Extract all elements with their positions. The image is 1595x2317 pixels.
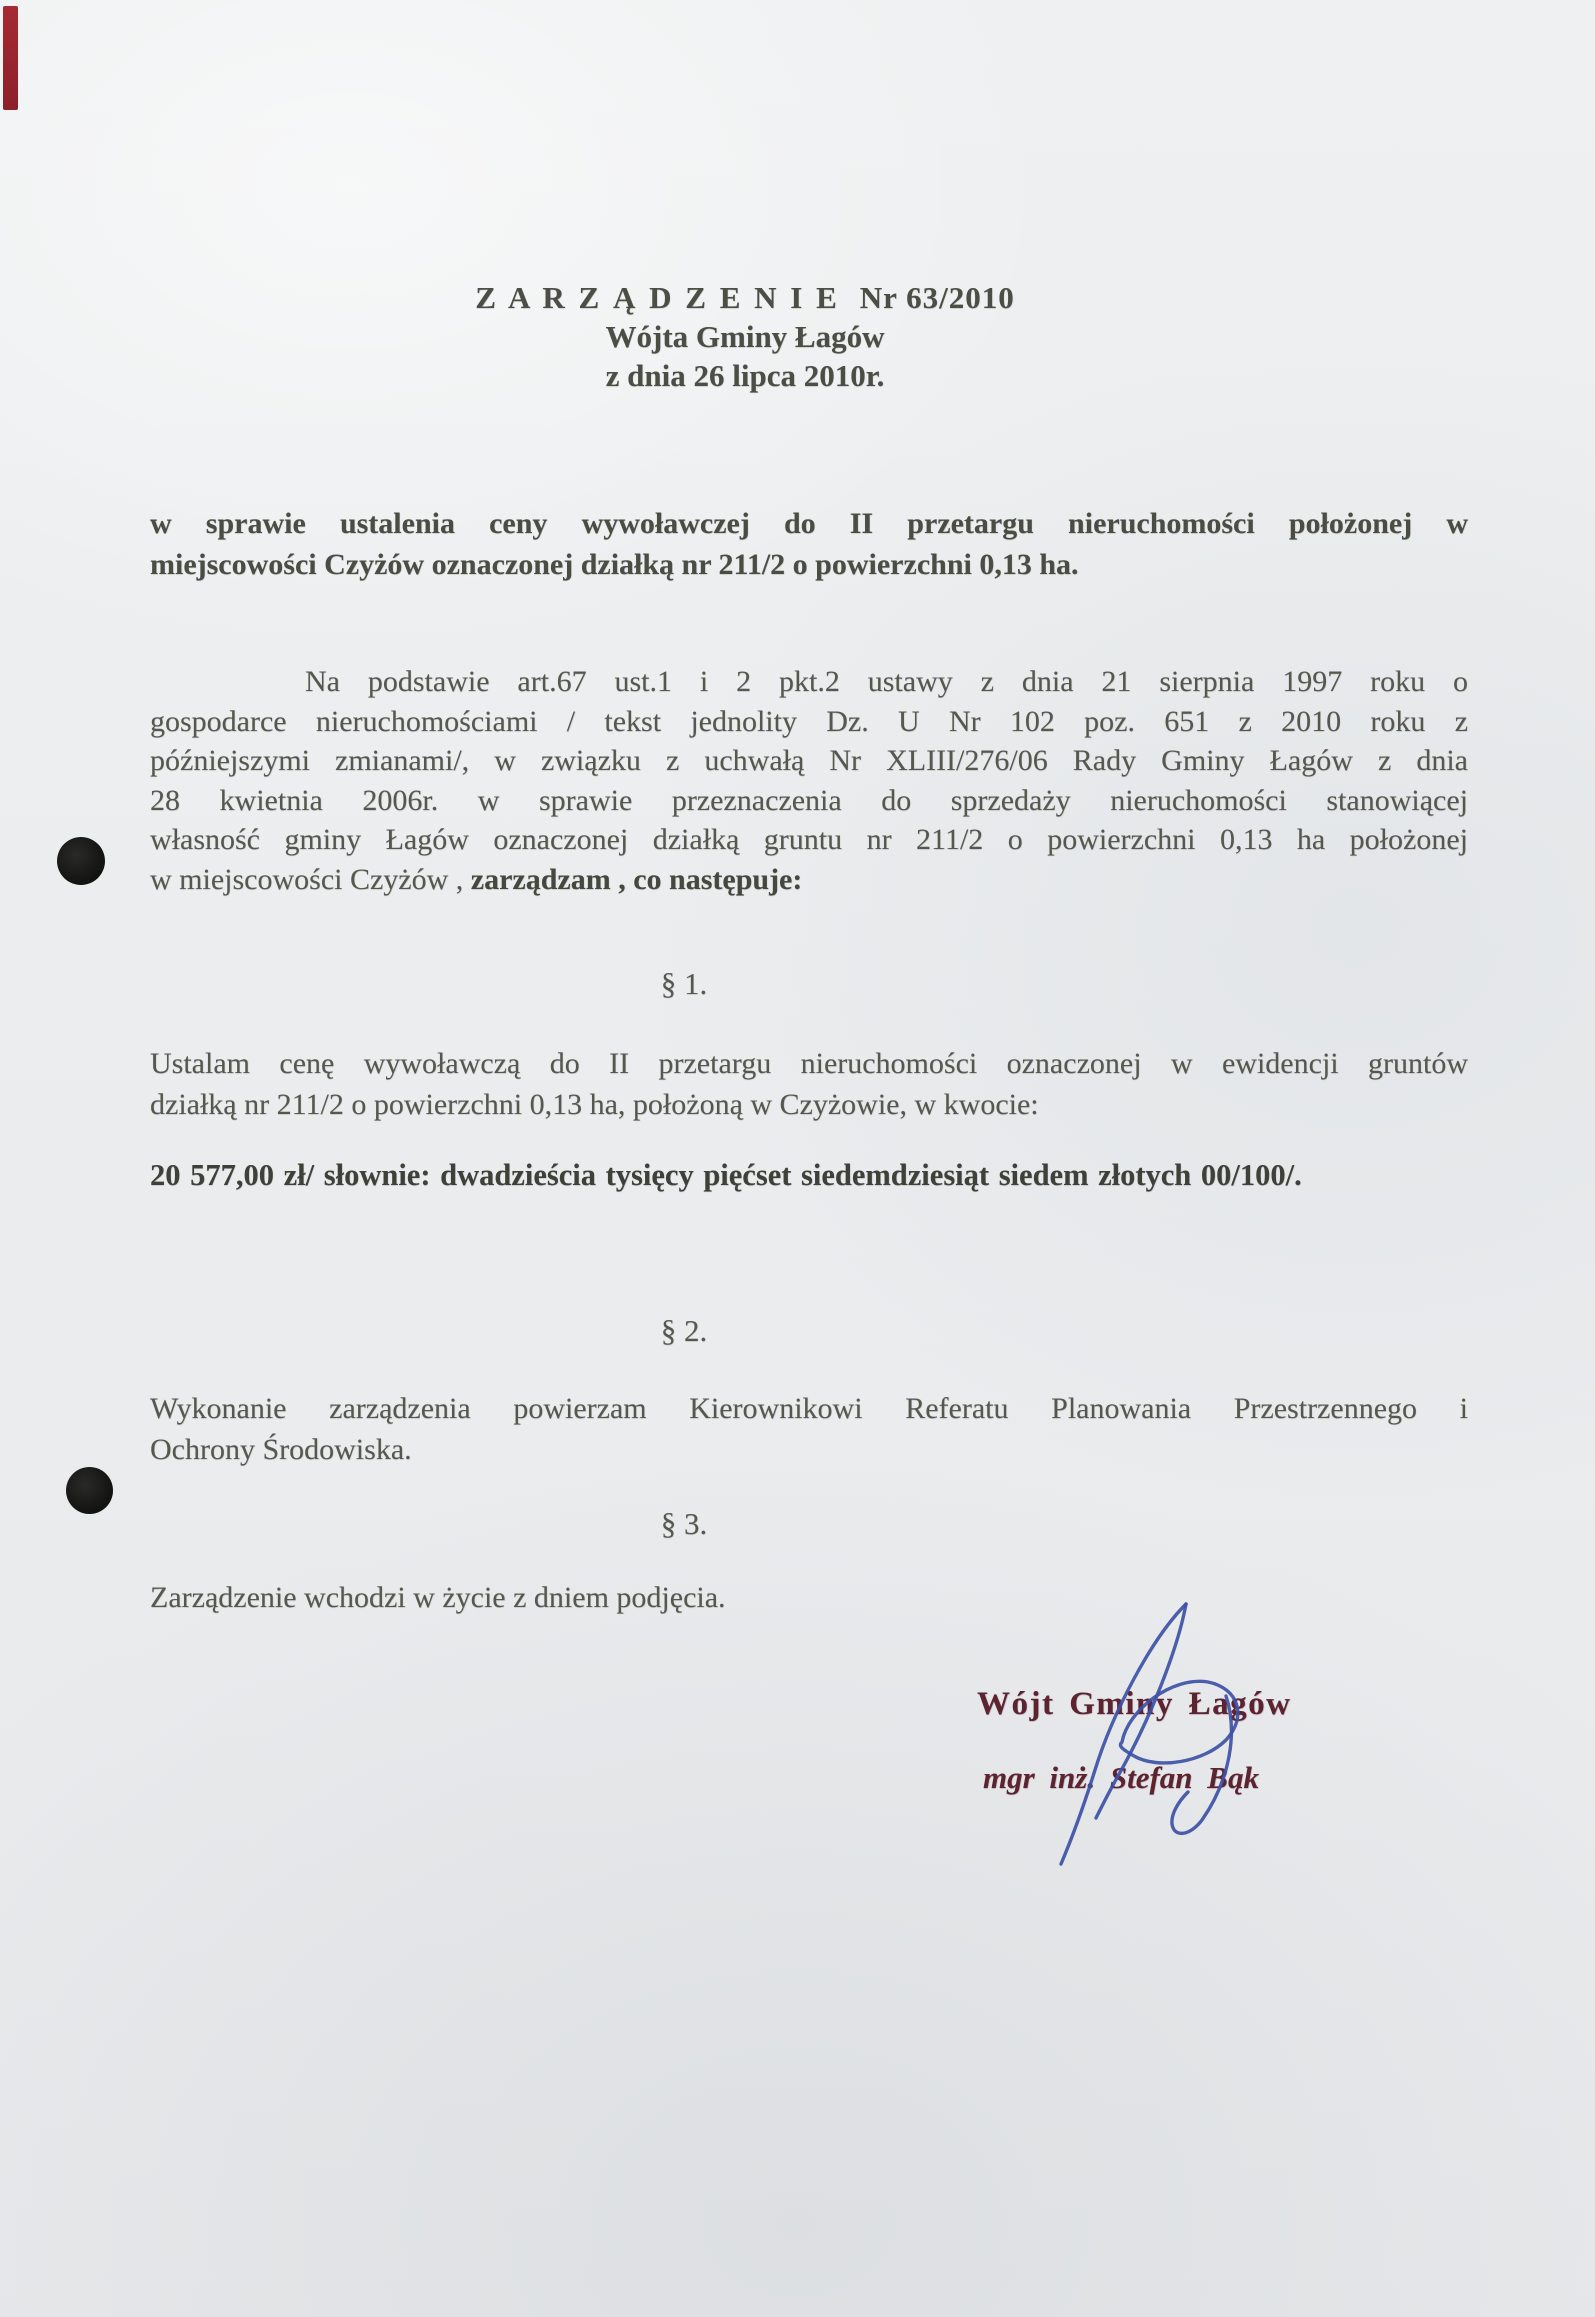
handwritten-signature-ink [1000,1578,1300,1888]
document-type-title: Z A R Z Ą D Z E N I E [475,280,840,315]
document-issuer: Wójta Gminy Łagów [605,319,885,354]
legal-basis-line-5: własność gminy Łagów oznaczonej działką gruntu nr 211/2 o powierzchni 0,13 ha położonej [150,823,1468,856]
legal-basis-line-3: późniejszymi zmianami/, w związku z uchwałą Nr XLIII/276/06 Rady Gminy Łagów z dnia [150,744,1468,777]
signature-stamp-name: mgr inż. Stefan Bąk [983,1760,1259,1795]
subject-line-2: miejscowości Czyżów oznaczonej działką nr 211/2 o powierzchni 0,13 ha. [150,548,1079,581]
section-2-line-1: Wykonanie zarządzenia powierzam Kierownikowi Referatu Planowania Przestrzennego i [150,1392,1468,1425]
punch-hole-top-icon [57,837,105,885]
legal-basis-line-2: gospodarce nieruchomościami / tekst jednolity Dz. U Nr 102 poz. 651 z 2010 roku z [150,704,1468,738]
legal-basis-line-4: 28 kwietnia 2006r. w sprawie przeznaczenia do sprzedaży nieruchomości stanowiącej [150,783,1468,817]
document-number: Nr 63/2010 [859,280,1015,315]
red-corner-scan-mark [3,6,18,110]
signature-stamp-title: Wójt Gminy Łagów [977,1686,1292,1722]
document-date: z dnia 26 lipca 2010r. [605,358,885,393]
section-3-line-1: Zarządzenie wchodzi w życie z dniem podjęcia. [150,1581,726,1614]
subject-line-1: w sprawie ustalenia ceny wywoławczej do II przetargu nieruchomości położonej w [150,507,1468,540]
decree-phrase: zarządzam , co następuje: [470,862,803,896]
section-1-line-2: działką nr 211/2 o powierzchni 0,13 ha, położoną w Czyżowie, w kwocie: [150,1088,1039,1121]
legal-basis-line-6 [150,860,1468,900]
section-1-line-1: Ustalam cenę wywoławczą do II przetargu nieruchomości oznaczonej w ewidencji gruntów [150,1047,1468,1080]
section-1-body [150,1043,1468,1125]
document-header [40,278,1450,395]
section-1-heading: § 1. [660,966,708,1001]
section-3-heading: § 3. [660,1506,708,1541]
subject-paragraph [150,503,1468,585]
section-2-heading: § 2. [660,1313,708,1348]
document-title-line [40,278,1450,317]
legal-basis-tail: w miejscowości Czyżów , [150,862,471,896]
section-2-body [150,1388,1468,1470]
starting-price-line: 20 577,00 zł/ słownie: dwadzieścia tysięcy pięćset siedemdziesiąt siedem złotych 00/100/. [150,1158,1302,1192]
legal-basis-paragraph [150,662,1468,899]
legal-basis-line-1: Na podstawie art.67 ust.1 i 2 pkt.2 ustawy z dnia 21 sierpnia 1997 roku o [305,665,1468,698]
section-2-line-2: Ochrony Środowiska. [150,1433,412,1466]
